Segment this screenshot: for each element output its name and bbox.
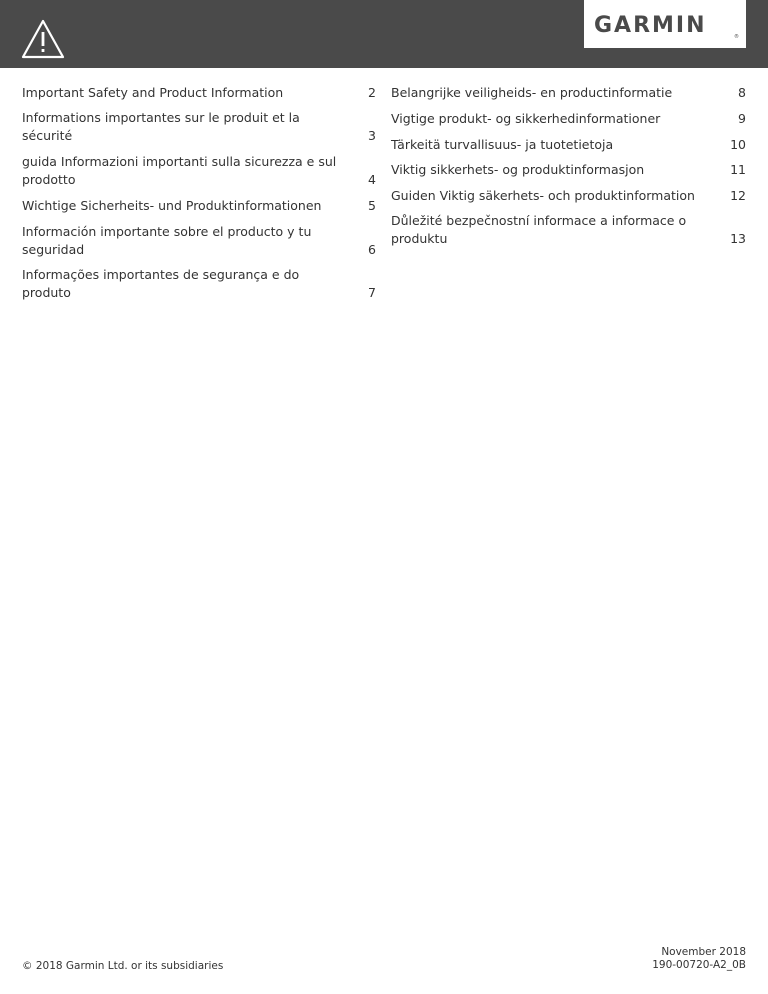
- footer-info: [652, 946, 746, 972]
- toc-entry-title: Vigtige produkt- og sikkerhedinformationer: [391, 111, 661, 126]
- garmin-logo: [584, 0, 746, 48]
- toc-entry[interactable]: [22, 153, 376, 189]
- part-number: 190-00720-A2_0B: [652, 959, 746, 971]
- toc-entry-page: 3: [368, 128, 376, 143]
- toc-entry-title: Informações importantes de segurança e do produto: [22, 267, 300, 300]
- toc-entry-page: 5: [368, 198, 376, 213]
- toc-entry-title: Belangrijke veiligheids- en productinformatie: [391, 85, 673, 100]
- toc-entry-page: 6: [368, 242, 376, 257]
- toc-entry[interactable]: [22, 84, 376, 102]
- toc-entry-page: 9: [738, 111, 746, 126]
- toc-entry[interactable]: [391, 187, 746, 205]
- toc-entry[interactable]: [391, 136, 746, 154]
- toc-entry-page: 8: [738, 85, 746, 100]
- toc-entry-page: 12: [730, 188, 746, 203]
- toc-entry-page: 11: [730, 162, 746, 177]
- toc-entry-title: Důležité bezpečnostní informace a informace o produktu: [391, 213, 687, 246]
- toc-entry-title: Wichtige Sicherheits- und Produktinformationen: [22, 198, 322, 213]
- toc-entry-page: 13: [730, 231, 746, 246]
- toc-entry-title: Tärkeitä turvallisuus- ja tuotetietoja: [391, 137, 614, 152]
- toc-entry-title: Guiden Viktig säkerhets- och produktinformation: [391, 188, 695, 203]
- toc-entry-title: guida Informazioni importanti sulla sicurezza e sul prodotto: [22, 154, 337, 187]
- header-bar: [0, 0, 768, 68]
- toc-entry[interactable]: [391, 212, 746, 248]
- toc-entry-title: Información importante sobre el producto y tu seguridad: [22, 224, 312, 257]
- toc-entry-title: Informations importantes sur le produit et la sécurité: [22, 110, 300, 143]
- toc-entry[interactable]: [22, 266, 376, 302]
- toc-entry[interactable]: [391, 110, 746, 128]
- toc-entry[interactable]: [391, 161, 746, 179]
- toc-entry[interactable]: [391, 84, 746, 102]
- logo-registered-mark: ®: [734, 34, 739, 40]
- publication-date: November 2018: [661, 946, 746, 958]
- copyright-notice: © 2018 Garmin Ltd. or its subsidiaries: [22, 960, 224, 972]
- toc-entry-page: 4: [368, 172, 376, 187]
- toc-entry[interactable]: [22, 223, 376, 259]
- toc-entry-title: Viktig sikkerhets- og produktinformasjon: [391, 162, 645, 177]
- warning-triangle-icon: [20, 18, 66, 60]
- logo-text: GARMIN: [594, 13, 707, 38]
- toc-entry-page: 2: [368, 85, 376, 100]
- toc-entry-page: 7: [368, 285, 376, 300]
- toc-entry-page: 10: [730, 137, 746, 152]
- toc-entry[interactable]: [22, 197, 376, 215]
- toc-entry-title: Important Safety and Product Information: [22, 85, 284, 100]
- toc-entry[interactable]: [22, 109, 376, 145]
